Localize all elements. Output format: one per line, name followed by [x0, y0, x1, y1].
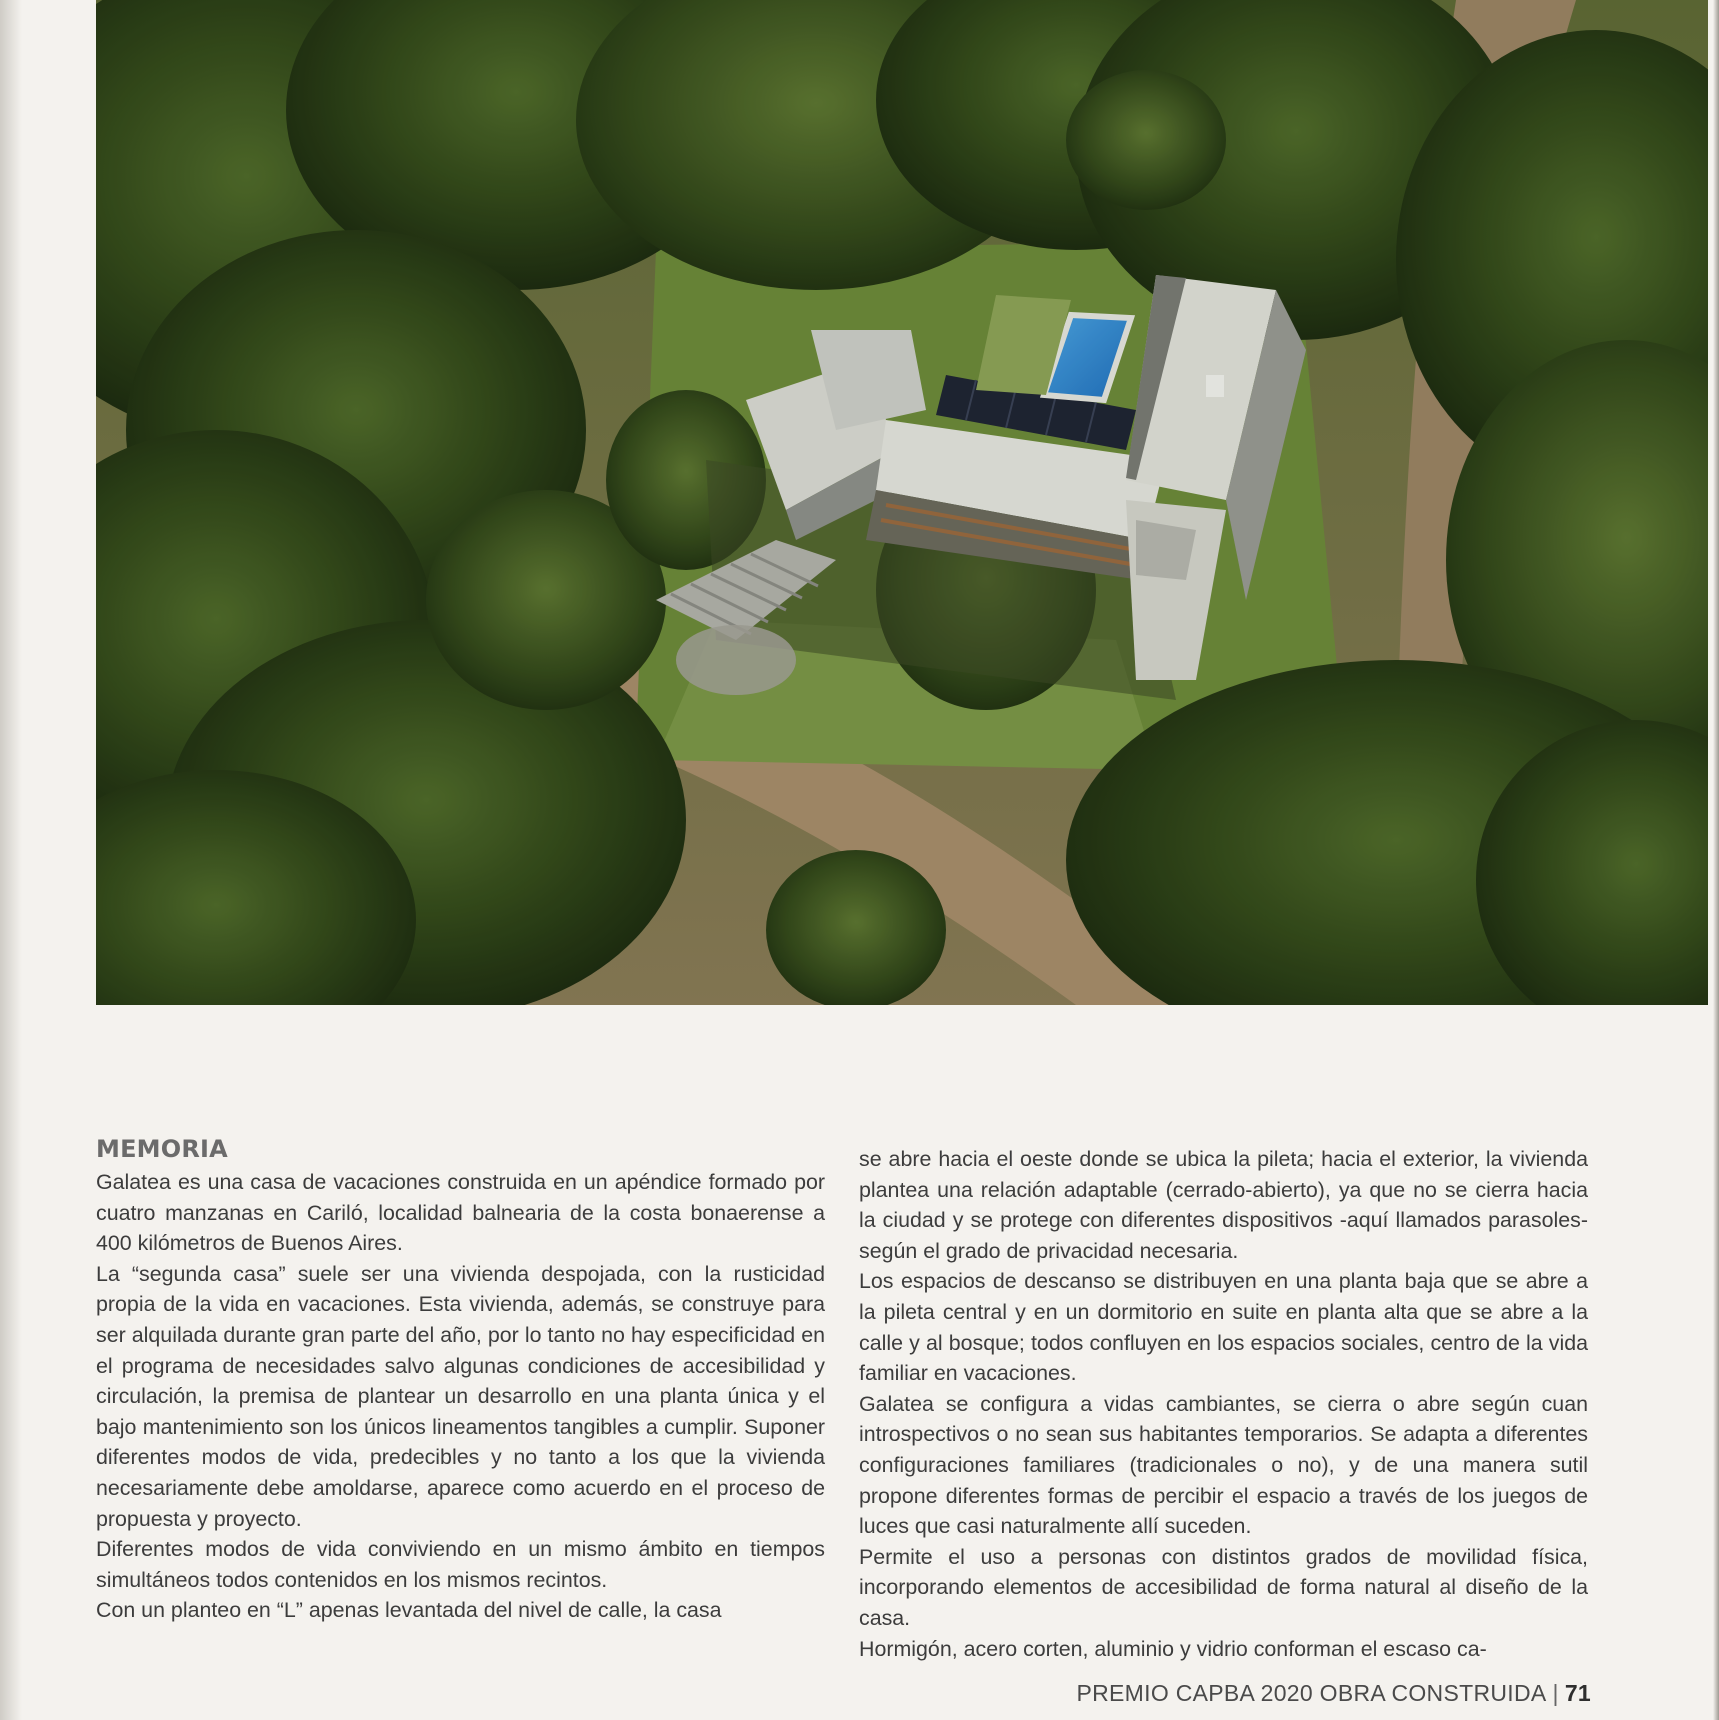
- aerial-house-photo: [96, 0, 1708, 1005]
- paragraph: Permite el uso a personas con distintos grados de movilidad física, incorporando elementos de accesibilidad de forma natural al diseño de la casa.: [859, 1544, 1588, 1630]
- page-gutter-shadow: [0, 0, 22, 1720]
- article-body: [96, 1133, 1592, 1661]
- footer-separator: |: [1552, 1680, 1559, 1706]
- page-number: 71: [1564, 1680, 1591, 1706]
- paragraph: La “segunda casa” suele ser una vivienda despojada, con la rusticidad propia de la vida en vacaciones. Esta vivienda, además, se construye para ser alquilada durante gran parte del año, por lo tanto no hay especificidad en el programa de necesidades salvo algunas condiciones de accesibilidad y circulación, la premisa de plantear un desarrollo en una planta única y el bajo mantenimiento son los únicos lineamentos tangibles a cumplir. Suponer diferentes modos de vida, predecibles y no tanto a los que la vivienda necesariamente debe amoldarse, aparece como acuerdo en el proceso de propuesta y proyecto.: [96, 1261, 825, 1531]
- paragraph: Galatea es una casa de vacaciones construida en un apéndice formado por cuatro manzanas en Cariló, localidad balnearia de la costa bonaerense a 400 kilómetros de Buenos Aires.: [96, 1170, 825, 1256]
- paragraph: Diferentes modos de vida conviviendo en un mismo ámbito en tiempos simultáneos todos contenidos en los mismos recintos.: [96, 1537, 825, 1592]
- section-heading: MEMORIA: [96, 1135, 228, 1163]
- left-column: [96, 1133, 825, 1626]
- page-edge: [1713, 0, 1719, 1720]
- page-footer: [1076, 1680, 1591, 1707]
- right-column: [859, 1144, 1588, 1664]
- footer-label: PREMIO CAPBA 2020 OBRA CONSTRUIDA: [1076, 1680, 1547, 1706]
- paragraph: Con un planteo en “L” apenas levantada del nivel de calle, la casa: [96, 1598, 722, 1623]
- paragraph: Hormigón, acero corten, aluminio y vidrio conforman el escaso ca-: [859, 1636, 1487, 1661]
- paragraph: Los espacios de descanso se distribuyen en una planta baja que se abre a la pileta central y en un dormitorio en suite en planta alta que se abre a la calle y al bosque; todos confluyen en los espacios sociales, centro de la vida familiar en vacaciones.: [859, 1269, 1588, 1386]
- paragraph: Galatea se configura a vidas cambiantes, se cierra o abre según cuan introspectivos o no sean sus habitantes temporarios. Se adapta a diferentes configuraciones familiares (tradicionales o no), y de una manera sutil propone diferentes formas de percibir el espacio a través de los juegos de luces que casi naturalmente allí suceden.: [859, 1391, 1588, 1539]
- paragraph: se abre hacia el oeste donde se ubica la pileta; hacia el exterior, la vivienda plantea una relación adaptable (cerrado-abierto), ya que no se cierra hacia la ciudad y se protege con diferentes dispositivos -aquí llamados parasoles- según el grado de privacidad necesaria.: [859, 1147, 1588, 1263]
